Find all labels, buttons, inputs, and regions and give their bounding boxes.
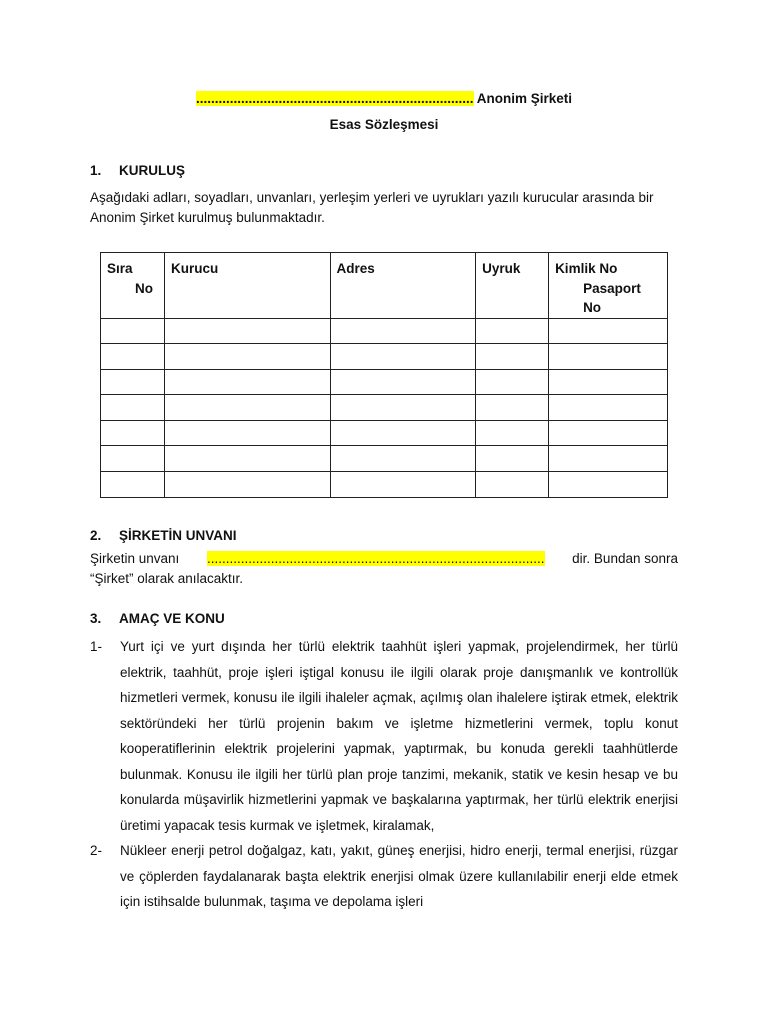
- company-type: Anonim Şirketi: [473, 91, 573, 106]
- unvan-placeholder: ..........................................................................................: [206, 551, 545, 566]
- table-cell: [330, 318, 476, 344]
- table-cell: [330, 420, 476, 446]
- unvan-suffix: dir. Bundan sonra: [572, 551, 678, 566]
- header-pasaport-label: Pasaport: [583, 280, 641, 296]
- table-cell: [549, 344, 668, 370]
- table-cell: [549, 318, 668, 344]
- table-cell: [101, 369, 165, 395]
- unvan-prefix: Şirketin unvanı: [90, 551, 180, 566]
- section-2-number: 2.: [90, 528, 102, 543]
- table-row: [101, 395, 668, 421]
- table-cell: [330, 472, 476, 498]
- list-item-text: Yurt içi ve yurt dışında her türlü elektrik taahhüt işleri yapmak, projelendirmek, her türlü elektrik, taahhüt, proje işleri iştigal konusu ile ilgili olarak proje danışmanlık ve kontrollük hizmetleri vermek, konusu ile ilgili ihaleler açmak, açılmış olan ihalelere iştirak etmek, elektrik sektöründeki her türlü projenin bakım ve işletme hizmetlerini vermek, toplu konut kooperatiflerinin elektrik projelerini yapmak, yaptırmak, bu konuda gerekli taahhütlerde bulunmak. Konusu ile ilgili her türlü plan proje tanzimi, mekanik, statik ve kesin hesap ve bu konularda müşavirlik hizmetlerini yapmak ve başkalarına yaptırmak, her türlü elektrik enerjisi üretimi yapacak tesis kurmak ve işletmek, kiralamak,: [120, 639, 678, 833]
- list-item: [90, 838, 678, 915]
- header-adres: Adres: [330, 253, 476, 319]
- purpose-list: [90, 634, 678, 915]
- document-subtitle: Esas Sözleşmesi: [329, 117, 439, 132]
- table-cell: [101, 318, 165, 344]
- table-cell: [101, 395, 165, 421]
- section-2-title: ŞİRKETİN UNVANI: [119, 528, 237, 543]
- table-row: [101, 446, 668, 472]
- table-cell: [330, 446, 476, 472]
- document-title: [0, 91, 768, 106]
- table-row: [101, 344, 668, 370]
- table-cell: [164, 395, 330, 421]
- table-cell: [101, 344, 165, 370]
- header-sira-label: Sıra: [107, 261, 133, 276]
- list-item: [90, 634, 678, 838]
- header-uyruk: Uyruk: [476, 253, 549, 319]
- table-cell: [101, 446, 165, 472]
- list-item-marker: 2-: [90, 843, 103, 858]
- header-kimlik-no: [549, 253, 668, 319]
- table-cell: [476, 420, 549, 446]
- table-cell: [164, 446, 330, 472]
- table-row: [101, 369, 668, 395]
- table-cell: [101, 472, 165, 498]
- unvan-line-2: “Şirket” olarak anılacaktır.: [90, 570, 244, 586]
- founders-table: [100, 252, 668, 498]
- table-body: [101, 318, 668, 497]
- header-sira-no: [101, 253, 165, 319]
- table-cell: [549, 472, 668, 498]
- table-cell: [330, 395, 476, 421]
- section-2-heading: [90, 528, 237, 543]
- section-2-paragraph: [90, 551, 678, 590]
- table-cell: [164, 369, 330, 395]
- table-row: [101, 472, 668, 498]
- list-item-text: Nükleer enerji petrol doğalgaz, katı, yakıt, güneş enerjisi, hidro enerji, termal enerjisi, rüzgar ve çöplerden faydalanarak başta elektrik enerjisi olmak üzere kullanılabilir enerji elde etmek için istihsalde bulunmak, taşıma ve depolama işleri: [120, 843, 678, 909]
- section-1-number: 1.: [90, 163, 102, 178]
- table-cell: [476, 369, 549, 395]
- header-kurucu: Kurucu: [164, 253, 330, 319]
- table-cell: [549, 446, 668, 472]
- section-1-paragraph: Aşağıdaki adları, soyadları, unvanları, yerleşim yerleri ve uyrukları yazılı kurucular arasında bir Anonim Şirket kurulmuş bulunmaktadır.: [90, 190, 654, 225]
- table-cell: [476, 446, 549, 472]
- table-cell: [101, 420, 165, 446]
- table-cell: [549, 369, 668, 395]
- section-3-title: AMAÇ VE KONU: [119, 611, 225, 626]
- header-no-label: No: [135, 280, 153, 296]
- header-kimlik-label: Kimlik No: [555, 261, 618, 276]
- table-row: [101, 318, 668, 344]
- table-header-row: [101, 253, 668, 319]
- section-1-title: KURULUŞ: [119, 163, 185, 178]
- list-item-marker: 1-: [90, 639, 103, 654]
- table-cell: [330, 344, 476, 370]
- section-1-heading: [90, 163, 185, 178]
- table-cell: [164, 472, 330, 498]
- table-cell: [164, 420, 330, 446]
- table-cell: [549, 420, 668, 446]
- table-cell: [549, 395, 668, 421]
- table-cell: [476, 318, 549, 344]
- table-cell: [164, 344, 330, 370]
- company-name-placeholder: ..........................................................................: [195, 91, 474, 106]
- section-3-number: 3.: [90, 611, 102, 626]
- table-cell: [164, 318, 330, 344]
- table-row: [101, 420, 668, 446]
- table-cell: [476, 344, 549, 370]
- table-cell: [330, 369, 476, 395]
- section-3-heading: [90, 611, 225, 626]
- header-pasaport-no-label: No: [583, 300, 602, 315]
- table-cell: [476, 395, 549, 421]
- table-cell: [476, 472, 549, 498]
